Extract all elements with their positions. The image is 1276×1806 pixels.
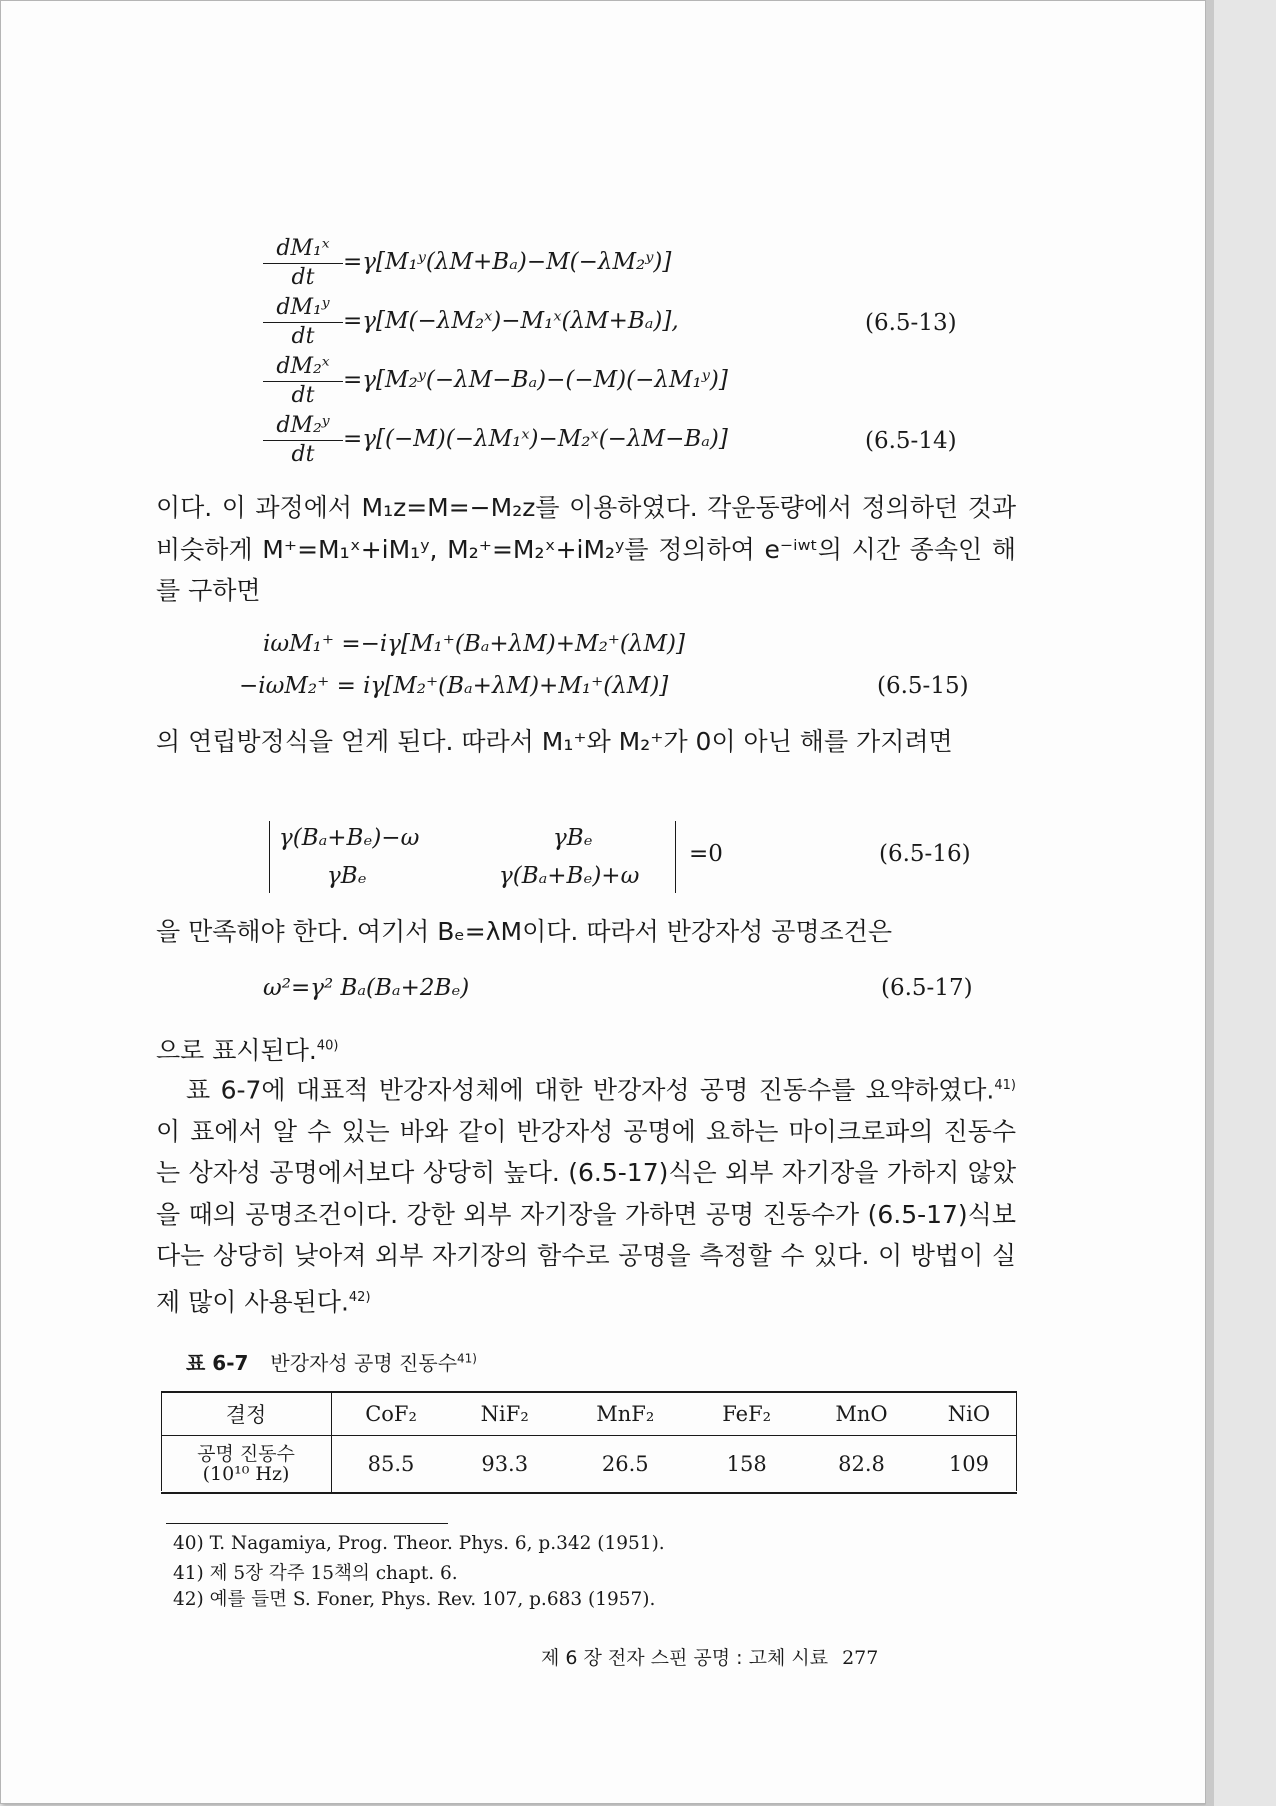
paragraph-5-part1: 표 6-7에 대표적 반강자성체에 대한 반강자성 공명 진동수를 요약하였다. bbox=[186, 1075, 995, 1105]
determinant-right-bar bbox=[675, 821, 676, 893]
paragraph-1: 이다. 이 과정에서 M₁z=M=−M₂z를 이용하였다. 각운동량에서 정의하던 것과 비슷하게 M⁺=M₁ˣ+iM₁ʸ, M₂⁺=M₂ˣ+iM₂ʸ를 정의하여 e⁻ⁱʷᵗ의 시간 종속인 해를 구하면 bbox=[156, 493, 1016, 605]
table-title: 반강자성 공명 진동수 bbox=[270, 1351, 458, 1375]
table-cell: 26.5 bbox=[601, 1452, 649, 1476]
ref-41: 41) bbox=[994, 1078, 1016, 1093]
eq2-fraction bbox=[263, 294, 343, 351]
table-cell: 93.3 bbox=[481, 1452, 529, 1476]
paragraph-4 bbox=[156, 1031, 338, 1067]
eq-number-6-5-15: (6.5-15) bbox=[877, 673, 969, 699]
paragraph-2: 의 연립방정식을 얻게 된다. 따라서 M₁⁺와 M₂⁺가 0이 아닌 해를 가지려면 bbox=[156, 727, 953, 756]
footnote-40: 40) T. Nagamiya, Prog. Theor. Phys. 6, p.342 (1951). bbox=[173, 1533, 665, 1554]
footnote-42: 42) 예를 들면 S. Foner, Phys. Rev. 107, p.683 (1957). bbox=[173, 1589, 656, 1610]
eq4-denominator: dt bbox=[291, 442, 315, 467]
eq1-denominator: dt bbox=[291, 265, 315, 290]
eq1-fraction bbox=[263, 235, 343, 292]
det-a11: γ(Bₐ+Bₑ)−ω bbox=[279, 825, 420, 851]
table-cell: 109 bbox=[948, 1452, 989, 1476]
footnote-41: 41) 제 5장 각주 15책의 chapt. 6. bbox=[173, 1563, 458, 1584]
table-caption bbox=[186, 1347, 477, 1376]
eq3-rhs: =γ[M₂ʸ(−λM−Bₐ)−(−M)(−λM₁ʸ)] bbox=[343, 367, 728, 393]
eq2-denominator: dt bbox=[291, 324, 315, 349]
eq15-line1: iωM₁⁺ =−iγ[M₁⁺(Bₐ+λM)+M₂⁺(λM)] bbox=[263, 631, 685, 657]
eq2-rhs: =γ[M(−λM₂ˣ)−M₁ˣ(λM+Bₐ)], bbox=[343, 308, 679, 334]
table-col-fef2: FeF₂ bbox=[691, 1392, 802, 1436]
eq-number-6-5-13: (6.5-13) bbox=[865, 310, 957, 336]
table-left-border bbox=[161, 1391, 162, 1491]
chapter-title: 제 6 장 전자 스핀 공명 : 고체 시료 bbox=[541, 1647, 829, 1669]
eq4-numerator: dM₂ʸ bbox=[263, 412, 343, 441]
table-col-header: 결정 bbox=[161, 1392, 332, 1436]
table-right-border bbox=[1016, 1391, 1017, 1491]
footnote-rule bbox=[166, 1523, 448, 1524]
table-cell: 158 bbox=[726, 1452, 767, 1476]
eq-number-6-5-17: (6.5-17) bbox=[881, 975, 973, 1001]
row-header-line2: (10¹⁰ Hz) bbox=[202, 1463, 290, 1485]
paragraph-5-part2: 이 표에서 알 수 있는 바와 같이 반강자성 공명에 요하는 마이크로파의 진동수는 상자성 공명에서보다 상당히 높다. (6.5-17)식은 외부 자기장을 가하지 않았을 때의 공명조건이다. 강한 외부 자기장을 가하면 공명 진동수가 (6.5-17)식보다는 상당히 낮아져 외부 자기장의 함수로 공명을 측정할 수 있다. 이 방법이 실제 많이 사용된다. bbox=[156, 1116, 1016, 1317]
page-number: 277 bbox=[842, 1647, 879, 1669]
paragraph-5 bbox=[156, 1065, 1016, 1323]
determinant-left-bar bbox=[269, 821, 270, 893]
eq-number-6-5-16: (6.5-16) bbox=[879, 841, 971, 867]
det-a12: γBₑ bbox=[553, 825, 593, 851]
eq2-numerator: dM₁ʸ bbox=[263, 294, 343, 323]
table-col-cof2: CoF₂ bbox=[332, 1392, 451, 1436]
ref-42: 42) bbox=[348, 1289, 371, 1305]
running-footer bbox=[541, 1643, 878, 1670]
row-header-line1: 공명 진동수 bbox=[197, 1443, 295, 1465]
eq1-rhs: =γ[M₁ʸ(λM+Bₐ)−M(−λM₂ʸ)] bbox=[343, 249, 672, 275]
table-col-nio: NiO bbox=[921, 1392, 1017, 1436]
resonance-frequency-table bbox=[161, 1391, 1017, 1494]
eq-number-6-5-14: (6.5-14) bbox=[865, 428, 957, 454]
paragraph-4-text: 으로 표시된다. bbox=[156, 1036, 317, 1065]
table-cell: 85.5 bbox=[367, 1452, 415, 1476]
page-edge-shadow bbox=[1206, 0, 1214, 1806]
table-row-header bbox=[161, 1436, 332, 1494]
eq4-fraction bbox=[263, 412, 343, 469]
table-cell: 82.8 bbox=[838, 1452, 885, 1476]
table-col-nif2: NiF₂ bbox=[450, 1392, 559, 1436]
eq3-denominator: dt bbox=[291, 383, 315, 408]
table-title-ref: 41) bbox=[457, 1351, 477, 1366]
paragraph-3: 을 만족해야 한다. 여기서 Bₑ=λM이다. 따라서 반강자성 공명조건은 bbox=[156, 917, 893, 946]
table-col-mnf2: MnF₂ bbox=[559, 1392, 691, 1436]
det-a21: γBₑ bbox=[327, 863, 367, 889]
eq17: ω²=γ² Bₐ(Bₐ+2Bₑ) bbox=[263, 975, 470, 1001]
eq3-fraction bbox=[263, 353, 343, 410]
table-col-mno: MnO bbox=[802, 1392, 921, 1436]
ref-40: 40) bbox=[316, 1038, 339, 1054]
table-header-row bbox=[161, 1392, 1017, 1436]
eq3-numerator: dM₂ˣ bbox=[263, 353, 343, 382]
eq15-line2: −iωM₂⁺ = iγ[M₂⁺(Bₐ+λM)+M₁⁺(λM)] bbox=[239, 673, 669, 699]
table-label: 표 6-7 bbox=[186, 1351, 249, 1375]
eq4-rhs: =γ[(−M)(−λM₁ˣ)−M₂ˣ(−λM−Bₐ)] bbox=[343, 426, 728, 452]
eq1-numerator: dM₁ˣ bbox=[263, 235, 343, 264]
table-row bbox=[161, 1436, 1017, 1494]
det-rhs: =0 bbox=[689, 841, 723, 867]
det-a22: γ(Bₐ+Bₑ)+ω bbox=[499, 863, 640, 889]
